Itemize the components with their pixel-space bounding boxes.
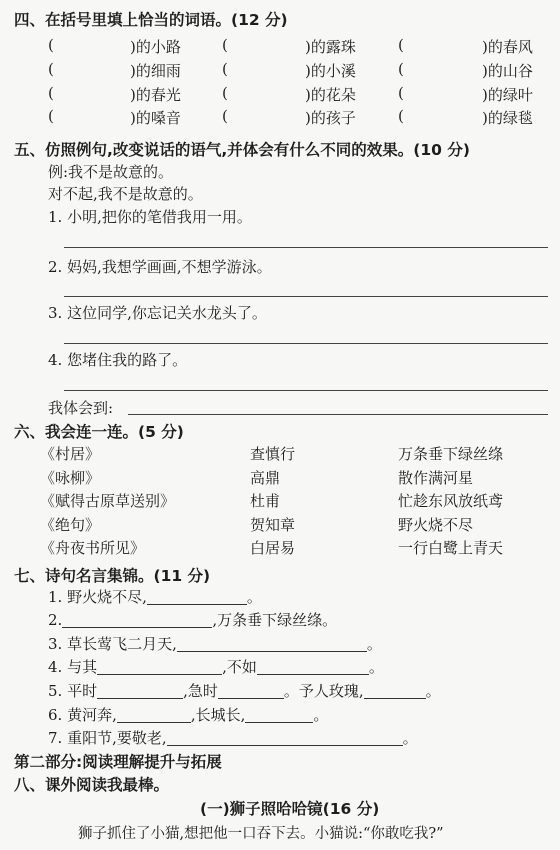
poem-4-mid: ,不如 — [222, 658, 257, 676]
open-paren: ( — [48, 84, 54, 102]
open-paren: ( — [398, 36, 404, 54]
poem-item-2 — [48, 609, 337, 630]
reading-text: 狮子抓住了小猫,想把他一口吞下去。小猫说:“你敢吃我?” — [78, 826, 444, 842]
poem-line[interactable]: 万条垂下绿丝绦 — [398, 445, 504, 463]
poem-2-num: 2. — [48, 611, 63, 629]
answer-blank[interactable] — [60, 60, 128, 78]
open-paren: ( — [398, 84, 404, 102]
answer-blank[interactable] — [234, 60, 303, 78]
poem-3-end: 。 — [366, 635, 382, 653]
phrase-text: 的绿叶 — [487, 86, 533, 104]
answer-blank[interactable] — [410, 107, 480, 125]
answer-line-5-1[interactable] — [64, 247, 548, 248]
close-paren-phrase — [130, 36, 181, 57]
blank-1[interactable] — [147, 590, 247, 605]
answer-blank[interactable] — [60, 36, 128, 54]
blank-4a[interactable] — [97, 660, 222, 675]
answer-blank[interactable] — [60, 84, 128, 102]
phrase-text: 的绿毯 — [487, 109, 533, 127]
blank-6a[interactable] — [117, 708, 191, 723]
phrase-text: 的小路 — [135, 38, 181, 56]
feeling-answer-line[interactable] — [128, 414, 548, 415]
poem-line[interactable]: 一行白鹭上青天 — [398, 539, 504, 557]
poem-6-mid: ,长城长, — [190, 706, 246, 724]
example-answer: 对不起,我不是故意的。 — [48, 185, 203, 203]
poem-item-5 — [48, 680, 441, 701]
close-paren: ) — [130, 62, 136, 80]
close-paren: ) — [482, 86, 488, 104]
section-5-heading: 五、仿照例句,改变说话的语气,并体会有什么不同的效果。(10 分) — [14, 141, 470, 159]
close-paren: ) — [130, 109, 136, 127]
part-2-heading: 第二部分:阅读理解提升与拓展 — [14, 753, 222, 771]
close-paren: ) — [130, 38, 136, 56]
poem-7-text: 7. 重阳节,要敬老, — [48, 729, 167, 747]
reading-title: (一)狮子照哈哈镜(16 分) — [200, 800, 380, 818]
open-paren: ( — [48, 36, 54, 54]
close-paren-phrase — [482, 36, 533, 57]
close-paren-phrase — [305, 84, 356, 105]
close-paren: ) — [482, 38, 488, 56]
section-6-heading: 六、我会连一连。(5 分) — [14, 423, 184, 441]
blank-3[interactable] — [177, 637, 367, 652]
close-paren-phrase — [130, 60, 181, 81]
phrase-text: 的露珠 — [310, 38, 356, 56]
open-paren: ( — [48, 107, 54, 125]
blank-2[interactable] — [62, 613, 212, 628]
answer-blank[interactable] — [60, 107, 128, 125]
poet-name[interactable]: 高鼎 — [250, 469, 281, 487]
open-paren: ( — [222, 60, 228, 78]
blank-7[interactable] — [167, 731, 403, 746]
open-paren: ( — [398, 60, 404, 78]
poet-name[interactable]: 查慎行 — [250, 445, 296, 463]
close-paren: ) — [305, 62, 311, 80]
poem-title[interactable]: 《咏柳》 — [40, 469, 101, 487]
poem-line[interactable]: 忙趁东风放纸鸢 — [398, 492, 504, 510]
close-paren-phrase — [482, 107, 533, 128]
open-paren: ( — [398, 107, 404, 125]
phrase-text: 的春光 — [135, 86, 181, 104]
poem-1-end: 。 — [246, 588, 262, 606]
feeling-label: 我体会到: — [48, 399, 114, 417]
phrase-text: 的孩子 — [310, 109, 356, 127]
example-sentence: 例:我不是故意的。 — [48, 163, 174, 181]
poem-item-7 — [48, 727, 418, 748]
poem-2-text: ,万条垂下绿丝绦。 — [212, 611, 338, 629]
close-paren-phrase — [305, 60, 356, 81]
poem-title[interactable]: 《绝句》 — [40, 516, 101, 534]
close-paren-phrase — [482, 60, 533, 81]
poem-5-mid: ,急时 — [183, 682, 218, 700]
blank-5c[interactable] — [364, 684, 426, 699]
answer-line-5-2[interactable] — [64, 296, 548, 297]
poem-title[interactable]: 《村居》 — [40, 445, 101, 463]
close-paren: ) — [305, 86, 311, 104]
section-4-heading: 四、在括号里填上恰当的词语。(12 分) — [14, 11, 288, 29]
answer-blank[interactable] — [410, 36, 480, 54]
phrase-text: 的山谷 — [487, 62, 533, 80]
open-paren: ( — [222, 36, 228, 54]
blank-4b[interactable] — [257, 660, 369, 675]
poem-item-3 — [48, 633, 382, 654]
phrase-text: 的嗓音 — [135, 109, 181, 127]
answer-blank[interactable] — [234, 36, 303, 54]
poem-5-text: 5. 平时 — [48, 682, 98, 700]
poem-4-end: 。 — [368, 658, 384, 676]
question-5-4: 4. 您堵住我的路了。 — [48, 351, 188, 369]
phrase-text: 的小溪 — [310, 62, 356, 80]
blank-5b[interactable] — [218, 684, 284, 699]
close-paren: ) — [305, 38, 311, 56]
poem-6-end: 。 — [313, 706, 329, 724]
close-paren-phrase — [305, 36, 356, 57]
poem-item-6 — [48, 704, 328, 725]
close-paren-phrase — [130, 107, 181, 128]
poem-5-mid2: 。予人玫瑰, — [283, 682, 364, 700]
poem-7-end: 。 — [402, 729, 418, 747]
blank-5a[interactable] — [97, 684, 183, 699]
close-paren-phrase — [305, 107, 356, 128]
question-5-3: 3. 这位同学,你忘记关水龙头了。 — [48, 304, 267, 322]
open-paren: ( — [48, 60, 54, 78]
open-paren: ( — [222, 84, 228, 102]
answer-line-5-4[interactable] — [64, 390, 548, 391]
close-paren: ) — [482, 109, 488, 127]
poem-5-end: 。 — [425, 682, 441, 700]
poem-4-text: 4. 与其 — [48, 658, 98, 676]
poet-name[interactable]: 白居易 — [250, 539, 296, 557]
question-5-2: 2. 妈妈,我想学画画,不想学游泳。 — [48, 258, 272, 276]
blank-6b[interactable] — [245, 708, 313, 723]
poem-3-text: 3. 草长莺飞二月天, — [48, 635, 177, 653]
poem-line[interactable]: 散作满河星 — [398, 469, 474, 487]
poem-title[interactable]: 《舟夜书所见》 — [40, 539, 146, 557]
open-paren: ( — [222, 107, 228, 125]
phrase-text: 的花朵 — [310, 86, 356, 104]
close-paren: ) — [482, 62, 488, 80]
poet-name[interactable]: 贺知章 — [250, 516, 296, 534]
poem-line[interactable]: 野火烧不尽 — [398, 516, 474, 534]
poem-title[interactable]: 《赋得古原草送别》 — [40, 492, 176, 510]
phrase-text: 的细雨 — [135, 62, 181, 80]
poem-item-1 — [48, 586, 262, 607]
phrase-text: 的春风 — [487, 38, 533, 56]
answer-line-5-3[interactable] — [64, 343, 548, 344]
poet-name[interactable]: 杜甫 — [250, 492, 281, 510]
close-paren: ) — [130, 86, 136, 104]
poem-item-4 — [48, 656, 384, 677]
answer-blank[interactable] — [410, 84, 480, 102]
section-7-heading: 七、诗句名言集锦。(11 分) — [14, 567, 211, 585]
answer-blank[interactable] — [234, 107, 303, 125]
answer-blank[interactable] — [410, 60, 480, 78]
poem-6-text: 6. 黄河奔, — [48, 706, 117, 724]
question-5-1: 1. 小明,把你的笔借我用一用。 — [48, 208, 252, 226]
close-paren: ) — [305, 109, 311, 127]
close-paren-phrase — [482, 84, 533, 105]
close-paren-phrase — [130, 84, 181, 105]
section-8-heading: 八、课外阅读我最棒。 — [14, 776, 170, 794]
poem-1-text: 1. 野火烧不尽, — [48, 588, 147, 606]
answer-blank[interactable] — [234, 84, 303, 102]
